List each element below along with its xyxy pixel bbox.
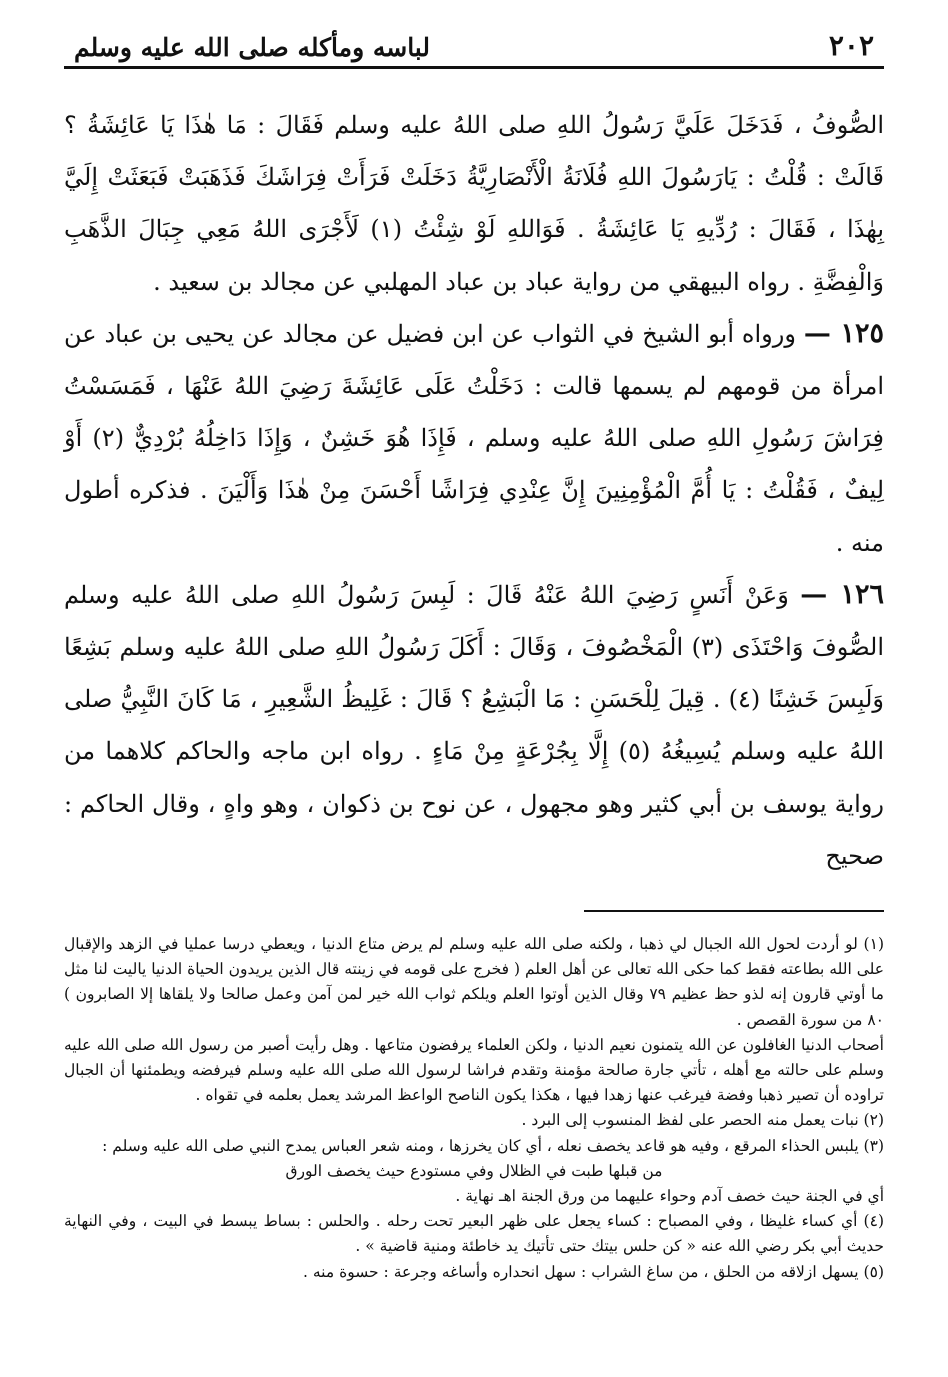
hadith-126 (64, 569, 884, 882)
footnote-1: (١) لو أردت لحول الله الجبال لي ذهبا ، ولكنه صلى الله عليه وسلم لم يرض متاع الدنيا ، ويعطي درسا عمليا في الزهد والإقبال على الله بطاعته فقط كما حكى الله تعالى عن أهل العلم ( فخرج على قومه في زينته قال الذين يريدون الحياة الدنيا ياليت لنا مثل ما أوتي قارون إنه لذو حظ عظيم ٧٩ وقال الذين أوتوا العلم ويلكم ثواب الله خير لمن آمن وعمل صالحا ولا يلقاها إلا الصابرون ) ٨٠ من سورة القصص . (64, 935, 884, 1029)
footnote-3: (٣) يلبس الحذاء المرقع ، وفيه هو قاعد يخصف نعله ، أي كان يخرزها ، ومنه شعر العباس يمدح النبي صلى الله عليه وسلم : (102, 1136, 884, 1155)
footnote-2: (٢) نبات يعمل منه الحصر على لفظ المنسوب إلى البرد . (521, 1111, 884, 1130)
footnote-4: (٤) أي كساء غليظا ، وفي المصباح : كساء يجعل على ظهر البعير تحت رحله . والحلس : بساط يبسط في البيت ، وفي النهاية حديث أبي بكر رضي الله عنه « كن حلس بيتك حتى تأتيك يد خاطئة ومنية قاضية » . (64, 1212, 884, 1256)
footnote-1-continuation: أصحاب الدنيا الغافلون عن الله يتمنون نعيم الدنيا ، ولكن العلماء يرفضون متاعها . وهل رأيت أصبر من رسول الله صلى الله عليه وسلم على حالته مع أهله ، تأتي جارة صالحة مؤمنة وتقدم فراشا لرسول الله صلى الله عليه وسلم فيرفضه ويطمئنها أن الجبال تراوده أن تصير ذهبا وفضة فيرغب عنها زهدا فيها ، هكذا يكون الناصح الواعظ المرشد يعمل بعلمه في تقواه . (64, 1035, 884, 1105)
hadith-125-text: ورواه أبو الشيخ في الثواب عن ابن فضيل عن مجالد عن يحيى بن عباد عن امرأة من قومهم لم يسمها قالت : دَخَلْتُ عَلَى عَائِشَةَ رَضِيَ اللهُ عَنْهَا ، فَمَسَسْتُ فِرَاشَ رَسُولِ اللهِ صلى اللهُ عليه وسلم ، فَإِذَا هُوَ خَشِنٌ ، وَإِذَا دَاخِلُهُ بُرْدِيٌّ (٢) أَوْ لِيفٌ ، فَقُلْتُ : يَا أُمَّ الْمُؤْمِنِينَ إِنَّ عِنْدِي فِرَاشًا أَحْسَنَ مِنْ هٰذَا وَأَلْيَنَ . فذكره أطول منه . (64, 319, 884, 557)
hadith-number-126: ١٢٦ — (800, 578, 884, 610)
footnotes (64, 932, 884, 1285)
hadith-125 (64, 308, 884, 569)
page-header (64, 24, 884, 69)
paragraph-continuation: الصُّوفُ ، فَدَخَلَ عَلَيَّ رَسُولُ اللهِ صلى اللهُ عليه وسلم فَقَالَ : مَا هٰذَا يَا عَائِشَةُ ؟ قَالَتْ : قُلْتُ : يَارَسُولَ اللهِ فُلَانَةُ الْأَنْصَارِيَّةُ دَخَلَتْ فَرَأَتْ فِرَاشَكَ فَذَهَبَتْ فَبَعَثَتْ إِلَيَّ بِهٰذَا ، فَقَالَ : رُدِّيهِ يَا عَائِشَةُ . فَوَاللهِ لَوْ شِئْتُ (١) لَأَجْرَى اللهُ مَعِي جِبَالَ الذَّهَبِ وَالْفِضَّةِ . رواه البيهقي من رواية عباد بن عباد المهلبي عن مجالد بن سعيد . (64, 111, 885, 296)
main-text (64, 99, 884, 882)
footnote-3-continuation: أي في الجنة حيث خصف آدم وحواء عليهما من ورق الجنة اهـ نهاية . (455, 1187, 884, 1206)
hadith-126-text: وَعَنْ أَنَسٍ رَضِيَ اللهُ عَنْهُ قَالَ : لَبِسَ رَسُولُ اللهِ صلى اللهُ عليه وسلم الصُّوفَ وَاحْتَذَى (٣) الْمَخْصُوفَ ، وَقَالَ : أَكَلَ رَسُولُ اللهِ صلى اللهُ عليه وسلم بَشِعًا وَلَبِسَ خَشِنًا (٤) . قِيلَ لِلْحَسَنِ : مَا الْبَشِعُ ؟ قَالَ : غَلِيظُ الشَّعِيرِ ، مَا كَانَ النَّبِيُّ صلى اللهُ عليه وسلم يُسِيغُهُ (٥) إِلَّا بِجُرْعَةٍ مِنْ مَاءٍ . رواه ابن ماجه والحاكم كلاهما من رواية يوسف بن أبي كثير وهو مجهول ، عن نوح بن ذكوان ، وهو واهٍ ، وقال الحاكم : صحيح (64, 580, 884, 870)
running-title: لباسه ومأكله صلى الله عليه وسلم (74, 33, 430, 62)
page-number: ٢٠٢ (828, 29, 874, 62)
footnote-divider (584, 910, 884, 912)
footnote-3-verse: من قبلها طبت في الظلال وفي مستودع حيث يخصف الورق (285, 1161, 663, 1180)
hadith-number-125: ١٢٥ — (803, 317, 884, 349)
footnote-5: (٥) يسهل ازلاقه من الحلق ، من ساغ الشراب : سهل انحداره وأساغه وجرعة : حسوة منه . (303, 1262, 884, 1281)
